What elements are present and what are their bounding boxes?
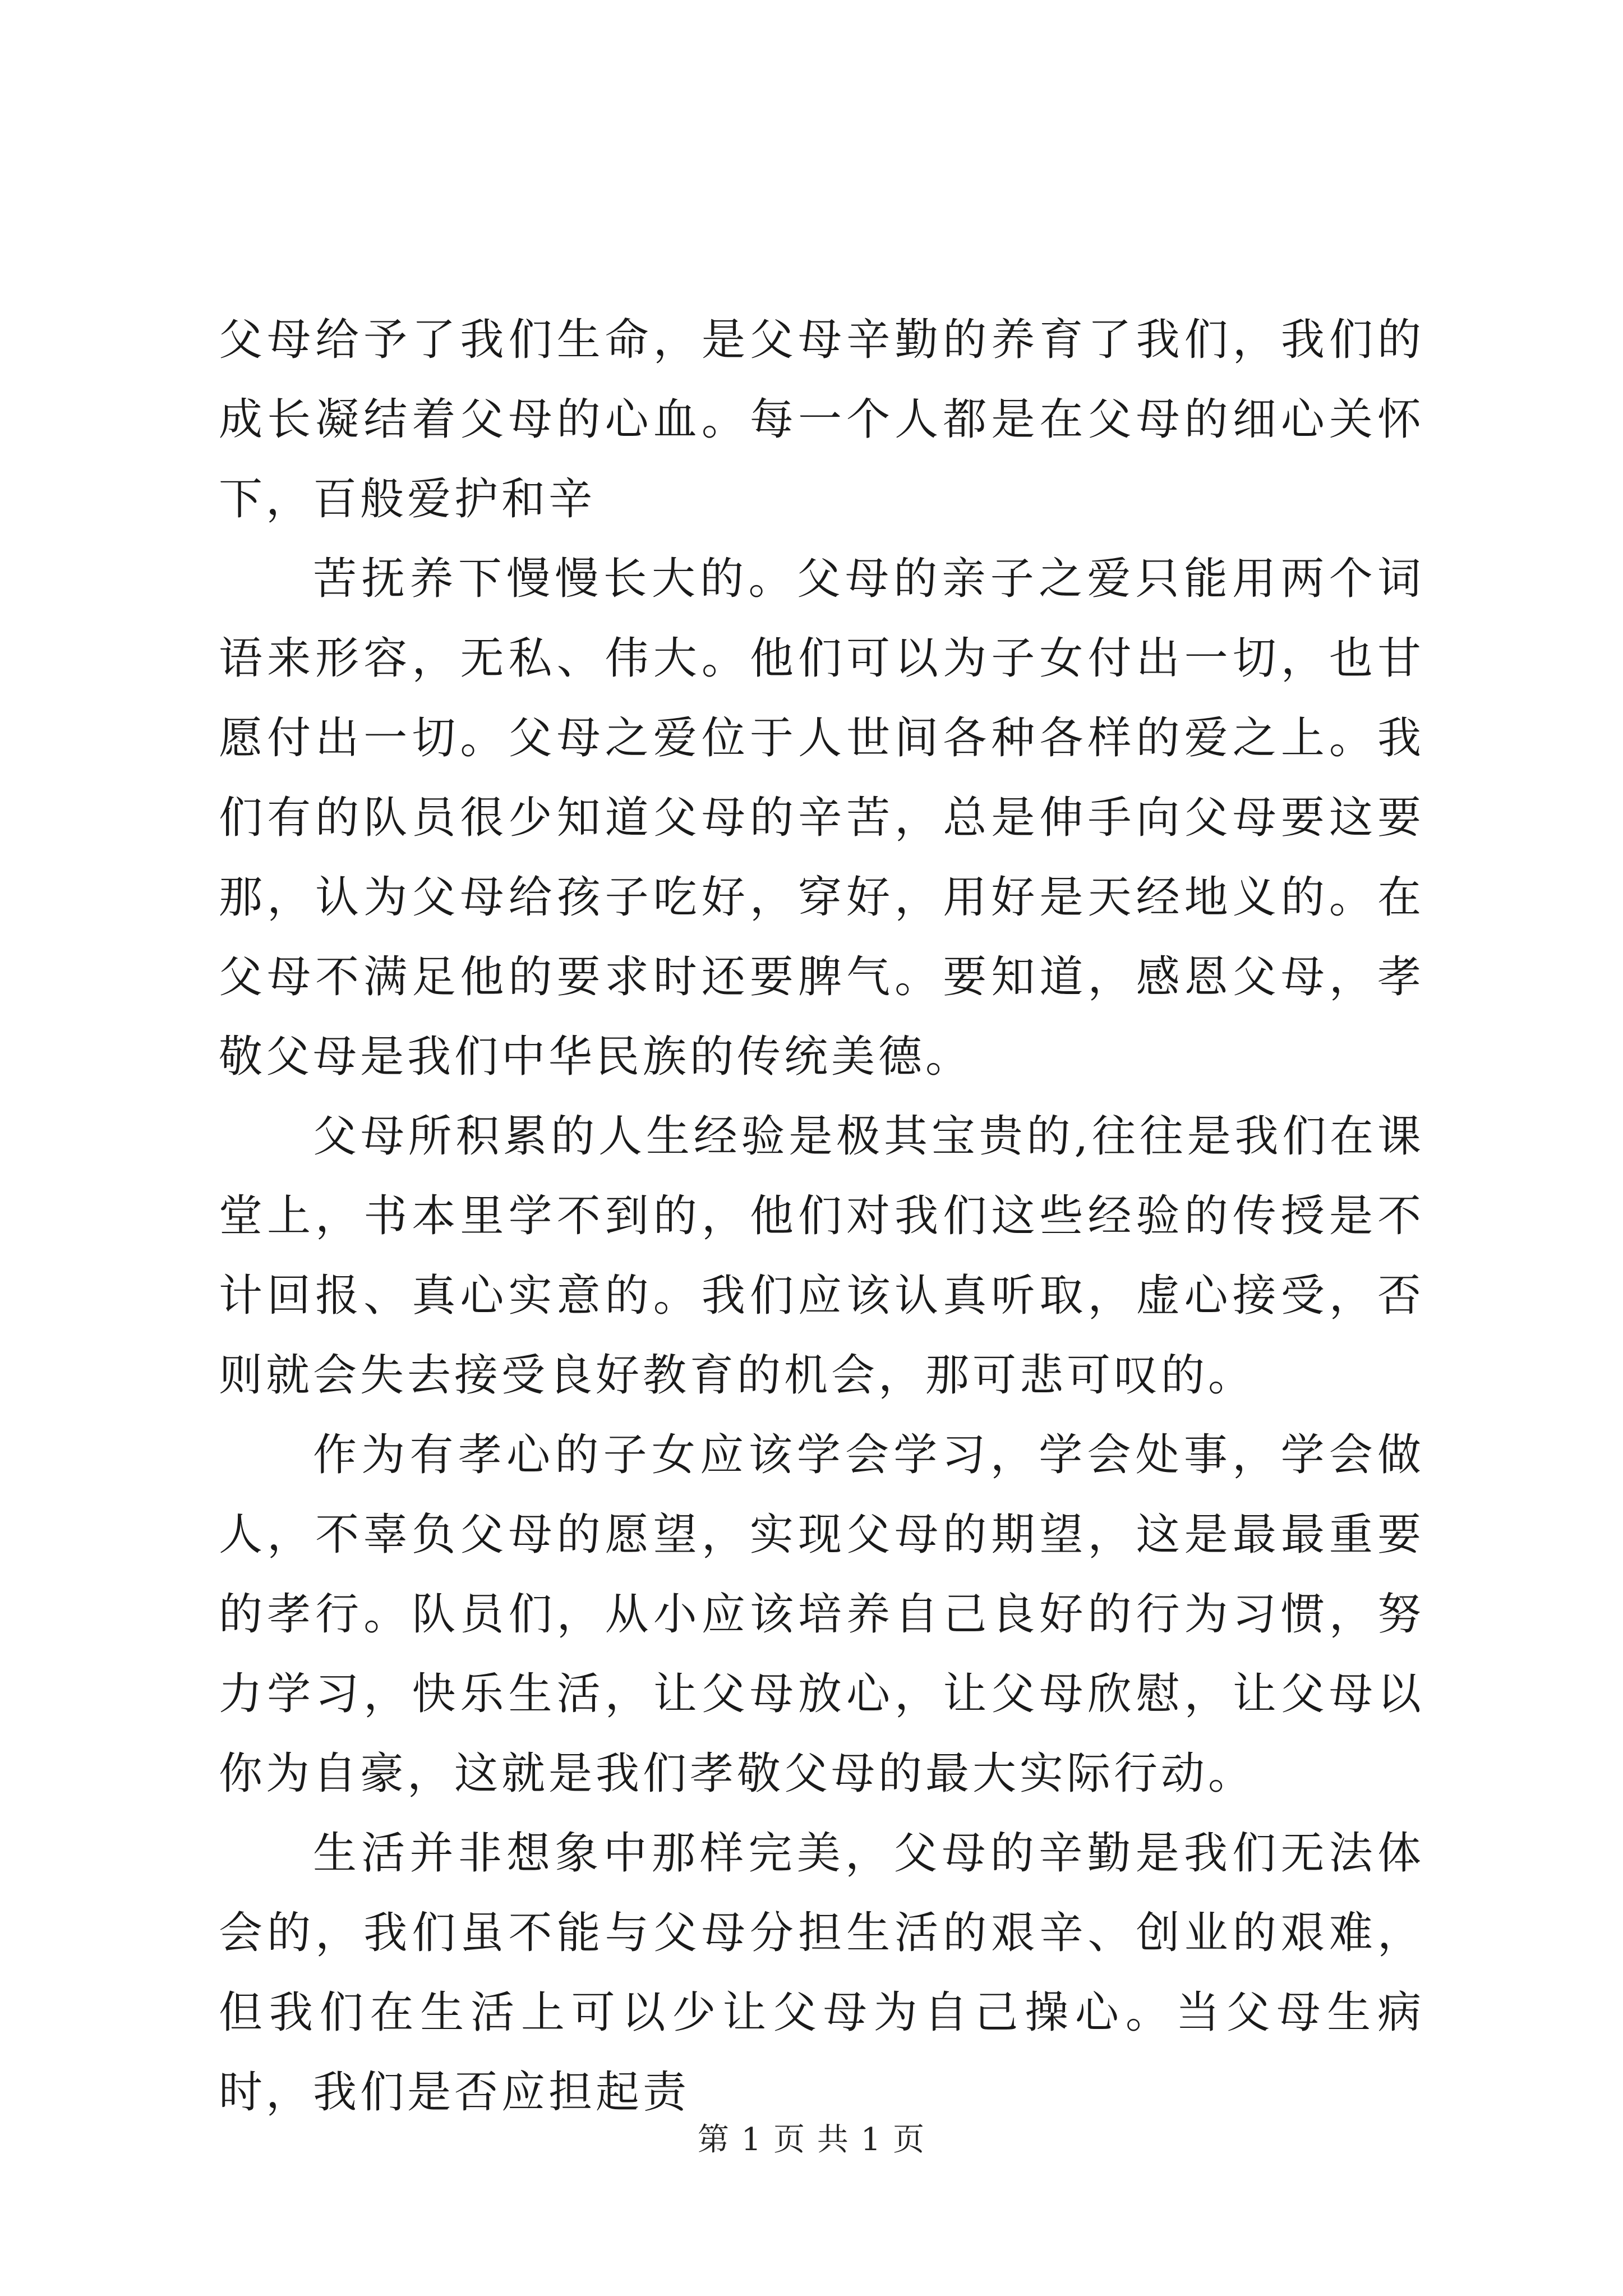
body-text [219, 300, 1424, 2132]
paragraph-1: 父母给予了我们生命，是父母辛勤的养育了我们，我们的成长凝结着父母的心血。每一个人都是在父母的细心关怀下，百般爱护和辛 [219, 315, 1424, 524]
paragraph-3: 父母所积累的人生经验是极其宝贵的,往往是我们在课堂上，书本里学不到的，他们对我们这些经验的传授是不计回报、真心实意的。我们应该认真听取，虚心接受，否则就会失去接受良好教育的机会，那可悲可叹的。 [219, 1111, 1424, 1401]
paragraph-2: 苦抚养下慢慢长大的。父母的亲子之爱只能用两个词语来形容，无私、伟大。他们可以为子女付出一切，也甘愿付出一切。父母之爱位于人世间各种各样的爱之上。我们有的队员很少知道父母的辛苦，总是伸手向父母要这要那，认为父母给孩子吃好，穿好，用好是天经地义的。在父母不满足他的要求时还要脾气。要知道，感恩父母，孝敬父母是我们中华民族的传统美德。 [219, 554, 1424, 1082]
paragraph-5: 生活并非想象中那样完美，父母的辛勤是我们无法体会的，我们虽不能与父母分担生活的艰辛、创业的艰难，但我们在生活上可以少让父母为自己操心。当父母生病时，我们是否应担起责 [219, 1828, 1424, 2118]
page-number-footer: 第 1 页 共 1 页 [697, 2122, 926, 2158]
paragraph-4: 作为有孝心的子女应该学会学习，学会处事，学会做人，不辜负父母的愿望，实现父母的期望，这是最最重要的孝行。队员们，从小应该培养自己良好的行为习惯，努力学习，快乐生活，让父母放心，让父母欣慰，让父母以你为自豪，这就是我们孝敬父母的最大实际行动。 [219, 1430, 1424, 1799]
